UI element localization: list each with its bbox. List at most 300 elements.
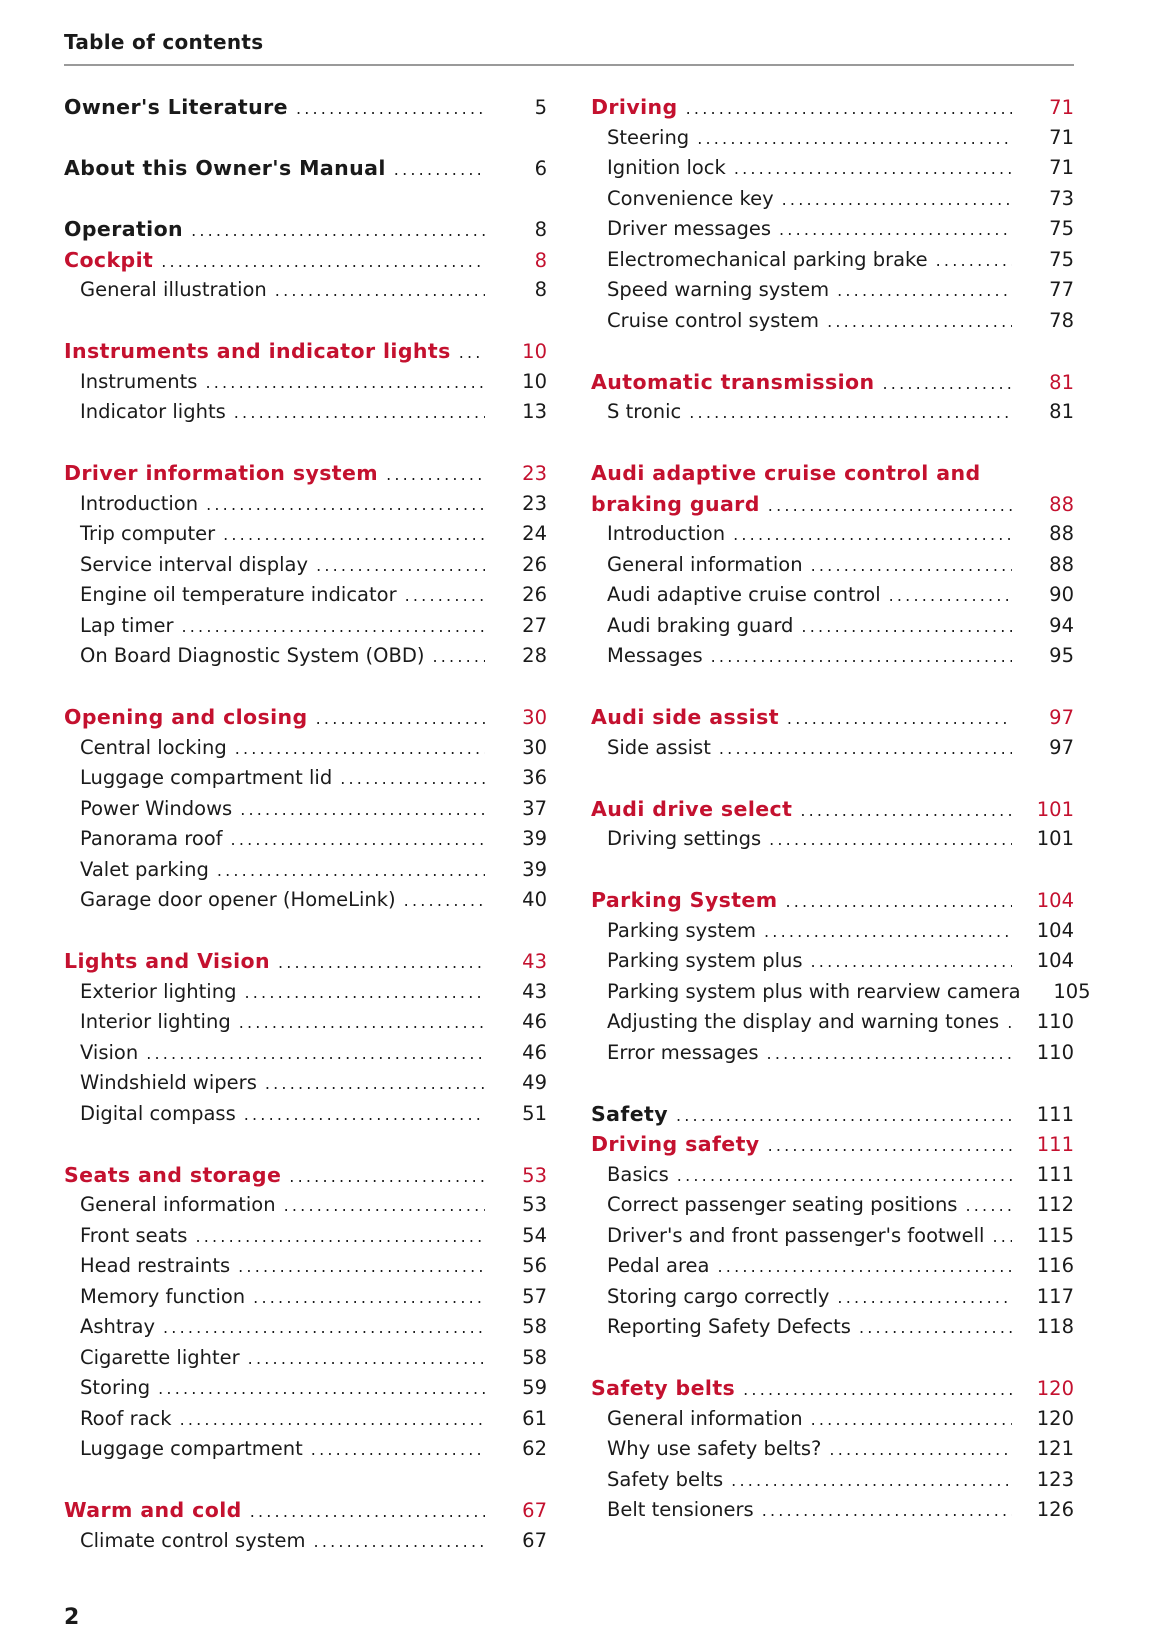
toc-entry-title: Safety belts — [607, 1467, 724, 1491]
toc-entry[interactable] — [591, 184, 1074, 215]
leader-dots — [314, 1527, 485, 1558]
toc-entry-title: Driver messages — [607, 217, 771, 240]
leader-dots — [782, 185, 1012, 216]
toc-entry[interactable] — [591, 550, 1074, 581]
toc-section-heading[interactable] — [64, 1495, 547, 1526]
toc-entry[interactable] — [591, 1404, 1074, 1435]
leader-dots — [238, 1252, 485, 1283]
toc-entry[interactable] — [591, 153, 1074, 184]
toc-entry-title: Trip computer — [80, 522, 216, 545]
toc-entry-title: Roof rack — [80, 1406, 172, 1430]
toc-page-number: 54 — [522, 1223, 547, 1247]
toc-entry[interactable] — [64, 550, 547, 581]
leader-dots — [762, 1496, 1012, 1527]
toc-entry[interactable] — [64, 580, 547, 611]
leader-dots — [711, 642, 1012, 673]
page-title: Table of contents — [64, 30, 264, 54]
toc-page-number: 105 — [1053, 979, 1091, 1003]
section-spacer — [591, 428, 1074, 459]
leader-dots — [677, 1161, 1012, 1192]
toc-entry[interactable] — [64, 1434, 547, 1465]
leader-dots — [244, 1100, 485, 1131]
toc-right-column — [591, 92, 1091, 1526]
toc-entry-title: Climate control system — [80, 1528, 306, 1552]
toc-page-number: 75 — [1049, 247, 1074, 271]
toc-entry[interactable] — [591, 245, 1074, 276]
toc-page-number: 58 — [522, 1315, 547, 1338]
toc-entry[interactable] — [591, 641, 1074, 672]
toc-page-number: 120 — [1036, 1377, 1074, 1400]
toc-entry-title: Instruments and indicator lights — [64, 339, 451, 363]
toc-entry[interactable] — [64, 519, 547, 550]
toc-entry-title: Parking system plus — [607, 949, 803, 972]
toc-entry[interactable] — [64, 489, 547, 520]
toc-entry-title: Messages — [607, 644, 703, 667]
toc-entry[interactable] — [64, 855, 547, 886]
toc-entry[interactable] — [591, 611, 1074, 642]
leader-dots — [223, 520, 485, 551]
toc-page-number: 46 — [522, 1010, 547, 1033]
toc-entry-title: Driving safety — [591, 1132, 760, 1156]
toc-page-number: 121 — [1036, 1437, 1074, 1460]
toc-entry[interactable] — [64, 1038, 547, 1069]
leader-dots — [965, 1191, 1012, 1222]
leader-dots — [768, 1131, 1012, 1162]
leader-dots — [801, 612, 1012, 643]
leader-dots — [800, 796, 1012, 827]
toc-page-number: 10 — [522, 369, 547, 393]
page-header — [64, 30, 1074, 66]
toc-section-heading[interactable] — [591, 1129, 1074, 1160]
leader-dots — [394, 155, 485, 186]
toc-entry[interactable] — [591, 306, 1074, 337]
toc-page-number: 97 — [1049, 735, 1074, 759]
toc-entry-title: Ashtray — [80, 1315, 156, 1338]
toc-entry[interactable] — [591, 916, 1074, 947]
toc-section-heading[interactable] — [64, 946, 547, 977]
toc-entry-title: Side assist — [607, 735, 711, 759]
section-spacer — [591, 855, 1074, 886]
toc-page-number: 75 — [1049, 217, 1074, 240]
toc-entry[interactable] — [591, 1282, 1074, 1313]
leader-dots — [206, 490, 485, 521]
toc-entry-title: braking guard — [591, 491, 760, 516]
toc-page-number: 37 — [522, 796, 547, 820]
toc-entry[interactable] — [591, 1312, 1074, 1343]
toc-entry-title: Electromechanical parking brake — [607, 247, 928, 271]
toc-page-number: 88 — [1049, 522, 1074, 545]
section-spacer — [64, 184, 547, 215]
toc-entry-title: Storing — [80, 1376, 151, 1399]
section-spacer — [591, 763, 1074, 794]
toc-entry-title: Steering — [607, 125, 690, 149]
toc-entry-title: Cockpit — [64, 247, 154, 272]
toc-entry[interactable] — [64, 763, 547, 794]
leader-dots — [180, 1405, 485, 1436]
toc-entry[interactable] — [591, 519, 1074, 550]
toc-section-heading[interactable] — [591, 885, 1074, 916]
toc-entry-title: Warm and cold — [64, 1498, 242, 1522]
toc-entry[interactable] — [591, 123, 1074, 154]
toc-page-number: 120 — [1036, 1406, 1074, 1430]
toc-section-heading[interactable] — [64, 458, 547, 489]
toc-entry[interactable] — [64, 794, 547, 825]
toc-entry-title: General information — [607, 1406, 803, 1430]
toc-entry-title: Driver information system — [64, 461, 379, 485]
toc-entry[interactable] — [64, 611, 547, 642]
toc-section-heading[interactable] — [591, 702, 1074, 733]
toc-entry-title: Seats and storage — [64, 1162, 282, 1187]
toc-entry-title: Engine oil temperature indicator — [80, 583, 397, 606]
toc-page-number: 111 — [1036, 1162, 1074, 1186]
toc-page-number: 53 — [522, 1163, 547, 1187]
toc-section-heading[interactable] — [64, 336, 547, 367]
toc-page-number: 71 — [1049, 125, 1074, 149]
toc-page-number: 30 — [522, 735, 547, 759]
leader-dots — [837, 276, 1012, 307]
toc-page-number: 115 — [1036, 1223, 1074, 1247]
toc-entry-title: On Board Diagnostic System (OBD) — [80, 644, 425, 667]
toc-page-number: 59 — [522, 1376, 547, 1399]
toc-entry-title: Valet parking — [80, 857, 209, 881]
leader-dots — [992, 1222, 1012, 1253]
toc-entry-title: Exterior lighting — [80, 979, 237, 1003]
toc-entry[interactable] — [64, 1312, 547, 1343]
toc-page-number: 57 — [522, 1284, 547, 1308]
toc-entry[interactable] — [64, 1221, 547, 1252]
toc-entry[interactable] — [64, 367, 547, 398]
leader-dots — [340, 764, 485, 795]
toc-entry[interactable] — [64, 641, 547, 672]
toc-entry-title: Owner's Literature — [64, 95, 288, 119]
toc-entry[interactable] — [64, 1373, 547, 1404]
toc-entry[interactable] — [591, 824, 1074, 855]
toc-page-number: 101 — [1036, 827, 1074, 850]
toc-page-number: 71 — [1049, 156, 1074, 179]
toc-page-number: 104 — [1036, 918, 1074, 942]
leader-dots — [936, 246, 1012, 277]
toc-entry-title: Memory function — [80, 1284, 246, 1308]
toc-page-number: 58 — [522, 1345, 547, 1369]
toc-entry[interactable] — [64, 977, 547, 1008]
toc-entry-title: About this Owner's Manual — [64, 156, 386, 180]
leader-dots — [889, 581, 1012, 612]
leader-dots — [275, 276, 485, 307]
toc-entry-title: Error messages — [607, 1040, 759, 1064]
toc-entry-title: Cruise control system — [607, 308, 820, 332]
section-spacer — [591, 1068, 1074, 1099]
toc-page-number: 111 — [1036, 1133, 1074, 1156]
toc-entry[interactable] — [591, 1190, 1074, 1221]
toc-entry[interactable] — [64, 1343, 547, 1374]
toc-page-number: 78 — [1049, 308, 1074, 332]
toc-entry[interactable] — [591, 1007, 1074, 1038]
toc-entry-title: General illustration — [80, 278, 267, 301]
toc-entry-title: Power Windows — [80, 796, 233, 820]
leader-dots — [733, 520, 1012, 551]
toc-entry-title: Pedal area — [607, 1254, 710, 1277]
toc-page-number: 26 — [522, 552, 547, 576]
leader-dots — [284, 1191, 485, 1222]
toc-page-number: 126 — [1036, 1498, 1074, 1521]
toc-entry[interactable] — [591, 275, 1074, 306]
leader-dots — [779, 215, 1012, 246]
section-spacer — [64, 428, 547, 459]
toc-entry[interactable] — [591, 946, 1074, 977]
toc-entry[interactable] — [64, 824, 547, 855]
toc-entry-title: Central locking — [80, 735, 227, 759]
toc-page-number: 112 — [1036, 1193, 1074, 1216]
leader-dots — [195, 1222, 485, 1253]
toc-entry-title: Adjusting the display and warning tones — [607, 1010, 1000, 1033]
leader-dots — [734, 154, 1012, 185]
toc-page-number: 8 — [534, 218, 547, 241]
section-spacer — [64, 916, 547, 947]
toc-entry-title: Parking System — [591, 888, 778, 912]
toc-page-number: 67 — [522, 1499, 547, 1522]
toc-entry-title: Ignition lock — [607, 156, 726, 179]
toc-page-number: 88 — [1049, 492, 1074, 516]
toc-entry[interactable] — [591, 214, 1074, 245]
toc-entry-title: Why use safety belts? — [607, 1437, 822, 1460]
toc-page-number: 40 — [522, 888, 547, 911]
leader-dots — [265, 1069, 485, 1100]
toc-section-heading[interactable] — [591, 367, 1074, 398]
leader-dots — [158, 1374, 485, 1405]
toc-section-heading[interactable] — [591, 458, 1074, 489]
leader-dots — [743, 1375, 1012, 1406]
leader-dots — [316, 551, 485, 582]
leader-dots — [459, 338, 485, 369]
toc-entry-title: Belt tensioners — [607, 1498, 754, 1521]
toc-entry-title: Cigarette lighter — [80, 1345, 240, 1369]
leader-dots — [811, 1405, 1012, 1436]
toc-page-number: 23 — [522, 462, 547, 485]
toc-page-number: 118 — [1036, 1315, 1074, 1338]
toc-page-number: 61 — [522, 1406, 547, 1430]
leader-dots — [827, 307, 1012, 338]
toc-page-number: 36 — [522, 766, 547, 789]
toc-page-number: 110 — [1036, 1040, 1074, 1064]
toc-entry-title: Audi side assist — [591, 705, 779, 729]
section-spacer — [591, 672, 1074, 703]
toc-page-number: 23 — [522, 491, 547, 515]
toc-page-number: 8 — [534, 248, 547, 272]
section-spacer — [64, 1129, 547, 1160]
toc-entry-title: Reporting Safety Defects — [607, 1315, 851, 1338]
toc-entry-title: Service interval display — [80, 552, 309, 576]
toc-entry[interactable] — [591, 580, 1074, 611]
toc-entry[interactable] — [591, 1465, 1074, 1496]
leader-dots — [768, 491, 1012, 522]
section-spacer — [591, 336, 1074, 367]
toc-page-number: 43 — [522, 950, 547, 973]
toc-entry-title: Lap timer — [80, 613, 174, 637]
toc-entry-title: Driving — [591, 95, 678, 119]
toc-entry[interactable] — [64, 397, 547, 428]
leader-dots — [205, 368, 485, 399]
toc-entry-title: Vision — [80, 1040, 139, 1064]
leader-dots — [689, 398, 1012, 429]
leader-dots — [161, 247, 485, 278]
toc-page-number: 123 — [1036, 1467, 1074, 1491]
toc-section-heading[interactable] — [64, 702, 547, 733]
toc-entry-title: Safety — [591, 1101, 668, 1126]
toc-section-heading[interactable] — [591, 92, 1074, 123]
toc-entry[interactable] — [64, 1007, 547, 1038]
toc-entry-title: Operation — [64, 217, 184, 241]
toc-left-column — [64, 92, 547, 1556]
toc-entry[interactable] — [64, 1099, 547, 1130]
toc-entry[interactable] — [64, 1068, 547, 1099]
toc-page-number: 111 — [1036, 1102, 1074, 1126]
toc-entry-title: S tronic — [607, 400, 682, 423]
toc-page-number: 117 — [1036, 1284, 1074, 1308]
toc-section-heading[interactable] — [591, 489, 1074, 520]
toc-entry-title: Digital compass — [80, 1101, 236, 1125]
toc-entry-title: Audi adaptive cruise control — [607, 583, 881, 606]
toc-page-number: 39 — [522, 827, 547, 850]
leader-dots — [248, 1344, 485, 1375]
section-spacer — [64, 123, 547, 154]
toc-entry[interactable] — [591, 1251, 1074, 1282]
toc-entry[interactable] — [64, 885, 547, 916]
toc-section-heading[interactable] — [591, 1099, 1074, 1130]
toc-section-heading[interactable] — [64, 245, 547, 276]
toc-entry-title: Introduction — [607, 522, 726, 545]
toc-entry-title: Automatic transmission — [591, 369, 875, 394]
leader-dots — [859, 1313, 1012, 1344]
toc-page-number: 116 — [1036, 1254, 1074, 1277]
leader-dots — [718, 1252, 1013, 1283]
toc-entry[interactable] — [64, 1190, 547, 1221]
toc-section-heading[interactable] — [591, 1373, 1074, 1404]
toc-entry[interactable] — [64, 1526, 547, 1557]
toc-page-number: 81 — [1049, 370, 1074, 394]
leader-dots — [1007, 1008, 1012, 1039]
toc-entry-title: Introduction — [80, 491, 199, 515]
leader-dots — [244, 978, 485, 1009]
toc-entry-title: Parking system — [607, 918, 756, 942]
page-number: 2 — [64, 1605, 80, 1630]
leader-dots — [253, 1283, 485, 1314]
leader-dots — [405, 581, 485, 612]
toc-page-number: 43 — [522, 979, 547, 1003]
toc-page-number: 30 — [522, 706, 547, 729]
toc-page-number: 95 — [1049, 644, 1074, 667]
toc-entry-title: Safety belts — [591, 1376, 736, 1400]
leader-dots — [234, 398, 485, 429]
toc-page-number: 6 — [534, 157, 547, 180]
toc-entry-title: Lights and Vision — [64, 949, 270, 973]
toc-page-number: 110 — [1036, 1010, 1074, 1033]
toc-entry-title: Luggage compartment lid — [80, 766, 333, 789]
toc-page-number: 104 — [1036, 889, 1074, 912]
toc-page-number: 49 — [522, 1071, 547, 1094]
leader-dots — [811, 551, 1012, 582]
toc-entry-title: Audi drive select — [591, 796, 793, 821]
toc-page-number: 39 — [522, 857, 547, 881]
leader-dots — [181, 612, 485, 643]
toc-entry[interactable] — [591, 1221, 1074, 1252]
toc-entry-title: Head restraints — [80, 1254, 231, 1277]
toc-page-number: 101 — [1036, 797, 1074, 821]
toc-page-number: 51 — [522, 1101, 547, 1125]
toc-entry[interactable] — [64, 275, 547, 306]
toc-entry-title: Storing cargo correctly — [607, 1284, 830, 1308]
toc-entry[interactable] — [64, 733, 547, 764]
toc-entry-title: Convenience key — [607, 186, 774, 210]
toc-section-heading[interactable] — [64, 1160, 547, 1191]
toc-entry[interactable] — [591, 977, 1091, 1008]
leader-dots — [296, 94, 485, 125]
leader-dots — [163, 1313, 485, 1344]
toc-entry-title: Indicator lights — [80, 400, 226, 423]
toc-entry-title: Panorama roof — [80, 827, 223, 850]
toc-page-number: 71 — [1049, 96, 1074, 119]
toc-section-heading[interactable] — [64, 214, 547, 245]
toc-page-number: 46 — [522, 1040, 547, 1064]
leader-dots — [316, 704, 485, 735]
leader-dots — [787, 704, 1012, 735]
leader-dots — [289, 1162, 485, 1193]
toc-entry[interactable] — [591, 1038, 1074, 1069]
toc-page-number: 88 — [1049, 552, 1074, 576]
toc-page-number: 24 — [522, 522, 547, 545]
toc-page-number: 62 — [522, 1437, 547, 1460]
toc-entry-title: General information — [80, 1193, 276, 1216]
toc-section-heading[interactable] — [64, 92, 547, 123]
toc-page-number: 8 — [534, 278, 547, 301]
leader-dots — [432, 642, 485, 673]
leader-dots — [719, 734, 1012, 765]
leader-dots — [829, 1435, 1012, 1466]
section-spacer — [64, 306, 547, 337]
toc-entry[interactable] — [64, 1282, 547, 1313]
toc-entry-title: Speed warning system — [607, 278, 830, 301]
toc-entry[interactable] — [591, 1160, 1074, 1191]
leader-dots — [250, 1497, 485, 1528]
toc-section-heading[interactable] — [64, 153, 547, 184]
toc-entry[interactable] — [591, 1495, 1074, 1526]
toc-page-number: 97 — [1049, 706, 1074, 729]
toc-page-number: 67 — [522, 1528, 547, 1552]
toc-page-number: 28 — [522, 644, 547, 667]
leader-dots — [235, 734, 485, 765]
toc-page-number: 81 — [1049, 400, 1074, 423]
leader-dots — [731, 1466, 1012, 1497]
toc-page-number: 73 — [1049, 186, 1074, 210]
leader-dots — [764, 917, 1012, 948]
toc-entry[interactable] — [591, 733, 1074, 764]
toc-page-number: 5 — [534, 96, 547, 119]
toc-entry-title: Audi braking guard — [607, 613, 794, 637]
toc-entry-title: Interior lighting — [80, 1010, 231, 1033]
toc-page-number: 53 — [522, 1193, 547, 1216]
leader-dots — [811, 947, 1012, 978]
toc-page-number: 77 — [1049, 278, 1074, 301]
toc-page-number: 104 — [1036, 949, 1074, 972]
section-spacer — [64, 672, 547, 703]
toc-entry[interactable] — [591, 1434, 1074, 1465]
leader-dots — [785, 887, 1012, 918]
toc-section-heading[interactable] — [591, 794, 1074, 825]
toc-entry[interactable] — [64, 1404, 547, 1435]
toc-entry-title: Front seats — [80, 1223, 188, 1247]
toc-entry[interactable] — [591, 397, 1074, 428]
leader-dots — [686, 94, 1012, 125]
toc-entry[interactable] — [64, 1251, 547, 1282]
